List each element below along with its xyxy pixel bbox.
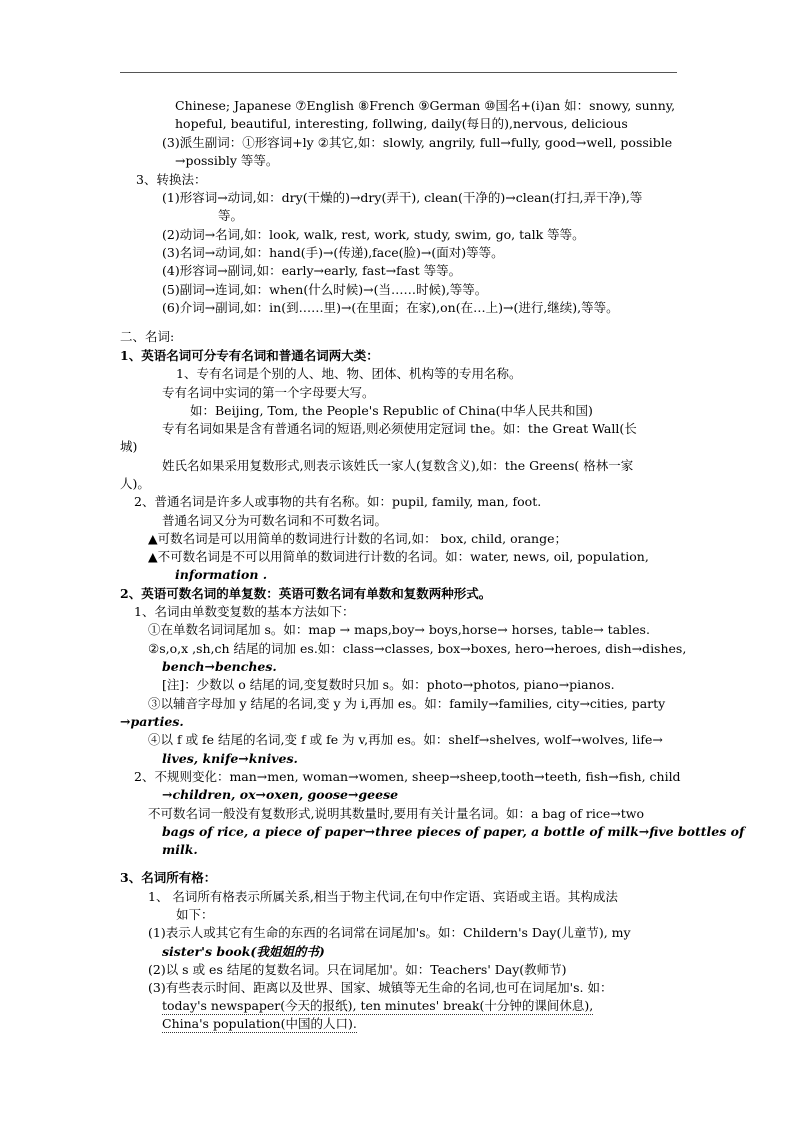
text-line: (4)形容词→副词,如：early→early, fast→fast 等等。 [162,263,462,278]
text-line: (3)名词→动词,如：hand(手)→(传递),face(脸)→(面对)等等。 [162,245,504,260]
text-line: [注]：少数以 o 结尾的词,变复数时只加 s。如：photo→photos, piano→pianos. [162,677,615,692]
text-line: (5)副词→连词,如：when(什么时候)→(当……时候),等等。 [162,282,488,297]
text-line: (2)以 s 或 es 结尾的复数名词。只在词尾加'。如：Teachers' Day(教师节) [148,962,567,977]
text-line: China's population(中国的人口). [162,1016,357,1031]
text-line: ②s,o,x ,sh,ch 结尾的词加 es.如：class→classes, box→boxes, hero→heroes, dish→dishes, [148,641,687,656]
text-line: bags of rice, a piece of paper→three pieces of paper, a bottle of milk→five bottles of [162,824,745,839]
text-line: ▲可数名词是可以用简单的数词进行计数的名词,如： box, child, orange； [148,531,567,546]
section-heading: 3、名词所有格： [120,870,217,885]
text-line: 人)。 [120,476,150,491]
header-rule [120,72,677,73]
text-line: 如下： [176,907,214,922]
section-heading: 二、名词: [120,329,175,344]
text-line: 3、转换法： [136,172,207,187]
text-line: 城) [120,439,138,454]
text-line: (3)有些表示时间、距离以及世界、国家、城镇等无生命的名词,也可在词尾加's. 如： [148,980,613,995]
text-line: 姓氏名如果采用复数形式,则表示该姓氏一家人(复数含义),如：the Greens( 格林一家 [162,458,634,473]
text-line: lives, knife→knives. [162,751,298,766]
text-line: (1)表示人或其它有生命的东西的名词常在词尾加's。如：Childern's Day(儿童节), my [148,925,631,940]
text-line: 2、普通名词是许多人或事物的共有名称。如：pupil, family, man, foot. [134,494,542,509]
text-line: (3)派生副词：①形容词+ly ②其它,如：slowly, angrily, full→fully, good→well, possible [162,135,673,150]
text-line: →possibly 等等。 [175,153,279,168]
section-heading: 1、英语名词可分专有名词和普通名词两大类： [120,348,379,363]
text-line: (6)介词→副词,如：in(到……里)→(在里面；在家),on(在…上)→(进行,继续),等等。 [162,300,619,315]
text-line: 1、 名词所有格表示所属关系,相当于物主代词,在句中作定语、宾语或主语。其构成法 [148,889,618,904]
text-line: ③以辅音字母加 y 结尾的名词,变 y 为 i,再加 es。如：family→families, city→cities, party [148,696,666,711]
text-line: today's newspaper(今天的报纸), ten minutes' break(十分钟的课间休息), [162,998,594,1013]
text-line: 如：Beijing, Tom, the People's Republic of China(中华人民共和国) [190,403,593,418]
text-line: 普通名词又分为可数名词和不可数名词。 [162,513,388,528]
text-line: Chinese; Japanese ⑦English ⑧French ⑨German ⑩国名+(i)an 如：snowy, sunny, [175,98,676,113]
text-line: 等。 [218,208,244,223]
section-heading: 2、英语可数名词的单复数：英语可数名词有单数和复数两种形式。 [120,586,492,601]
text-line: →children, ox→oxen, goose→geese [162,787,399,802]
text-line: 2、不规则变化：man→men, woman→women, sheep→sheep,tooth→teeth, fish→fish, child [134,769,681,784]
text-line: 1、专有名词是个别的人、地、物、团体、机构等的专用名称。 [176,366,522,381]
text-line: ▲不可数名词是不可以用简单的数词进行计数的名词。如：water, news, oil, population, [148,549,649,564]
text-line: ①在单数名词词尾加 s。如：map → maps,boy→ boys,horse→ horses, table→ tables. [148,622,650,637]
text-line: hopeful, beautiful, interesting, follwing, daily(每日的),nervous, delicious [175,116,628,131]
text-line: bench→benches. [162,659,277,674]
text-line: (2)动词→名词,如：look, walk, rest, work, study, swim, go, talk 等等。 [162,227,585,242]
text-line: 专有名词中实词的第一个字母要大写。 [162,385,375,400]
text-line: 1、名词由单数变复数的基本方法如下： [134,604,355,619]
text-line: 不可数名词一般没有复数形式,说明其数量时,要用有关计量名词。如：a bag of rice→two [148,806,645,821]
text-line: ④以 f 或 fe 结尾的名词,变 f 或 fe 为 v,再加 es。如：shelf→shelves, wolf→wolves, life→ [148,732,663,747]
text-line: 专有名词如果是含有普通名词的短语,则必须使用定冠词 the。如：the Great Wall(长 [162,421,637,436]
text-line: information . [175,567,268,582]
text-line: (1)形容词→动词,如：dry(干燥的)→dry(弄干), clean(干净的)→clean(打扫,弄干净),等 [162,190,643,205]
text-line: milk. [162,842,198,857]
text-line: sister's book(我姐姐的书) [162,944,325,959]
text-line: →parties. [120,714,184,729]
